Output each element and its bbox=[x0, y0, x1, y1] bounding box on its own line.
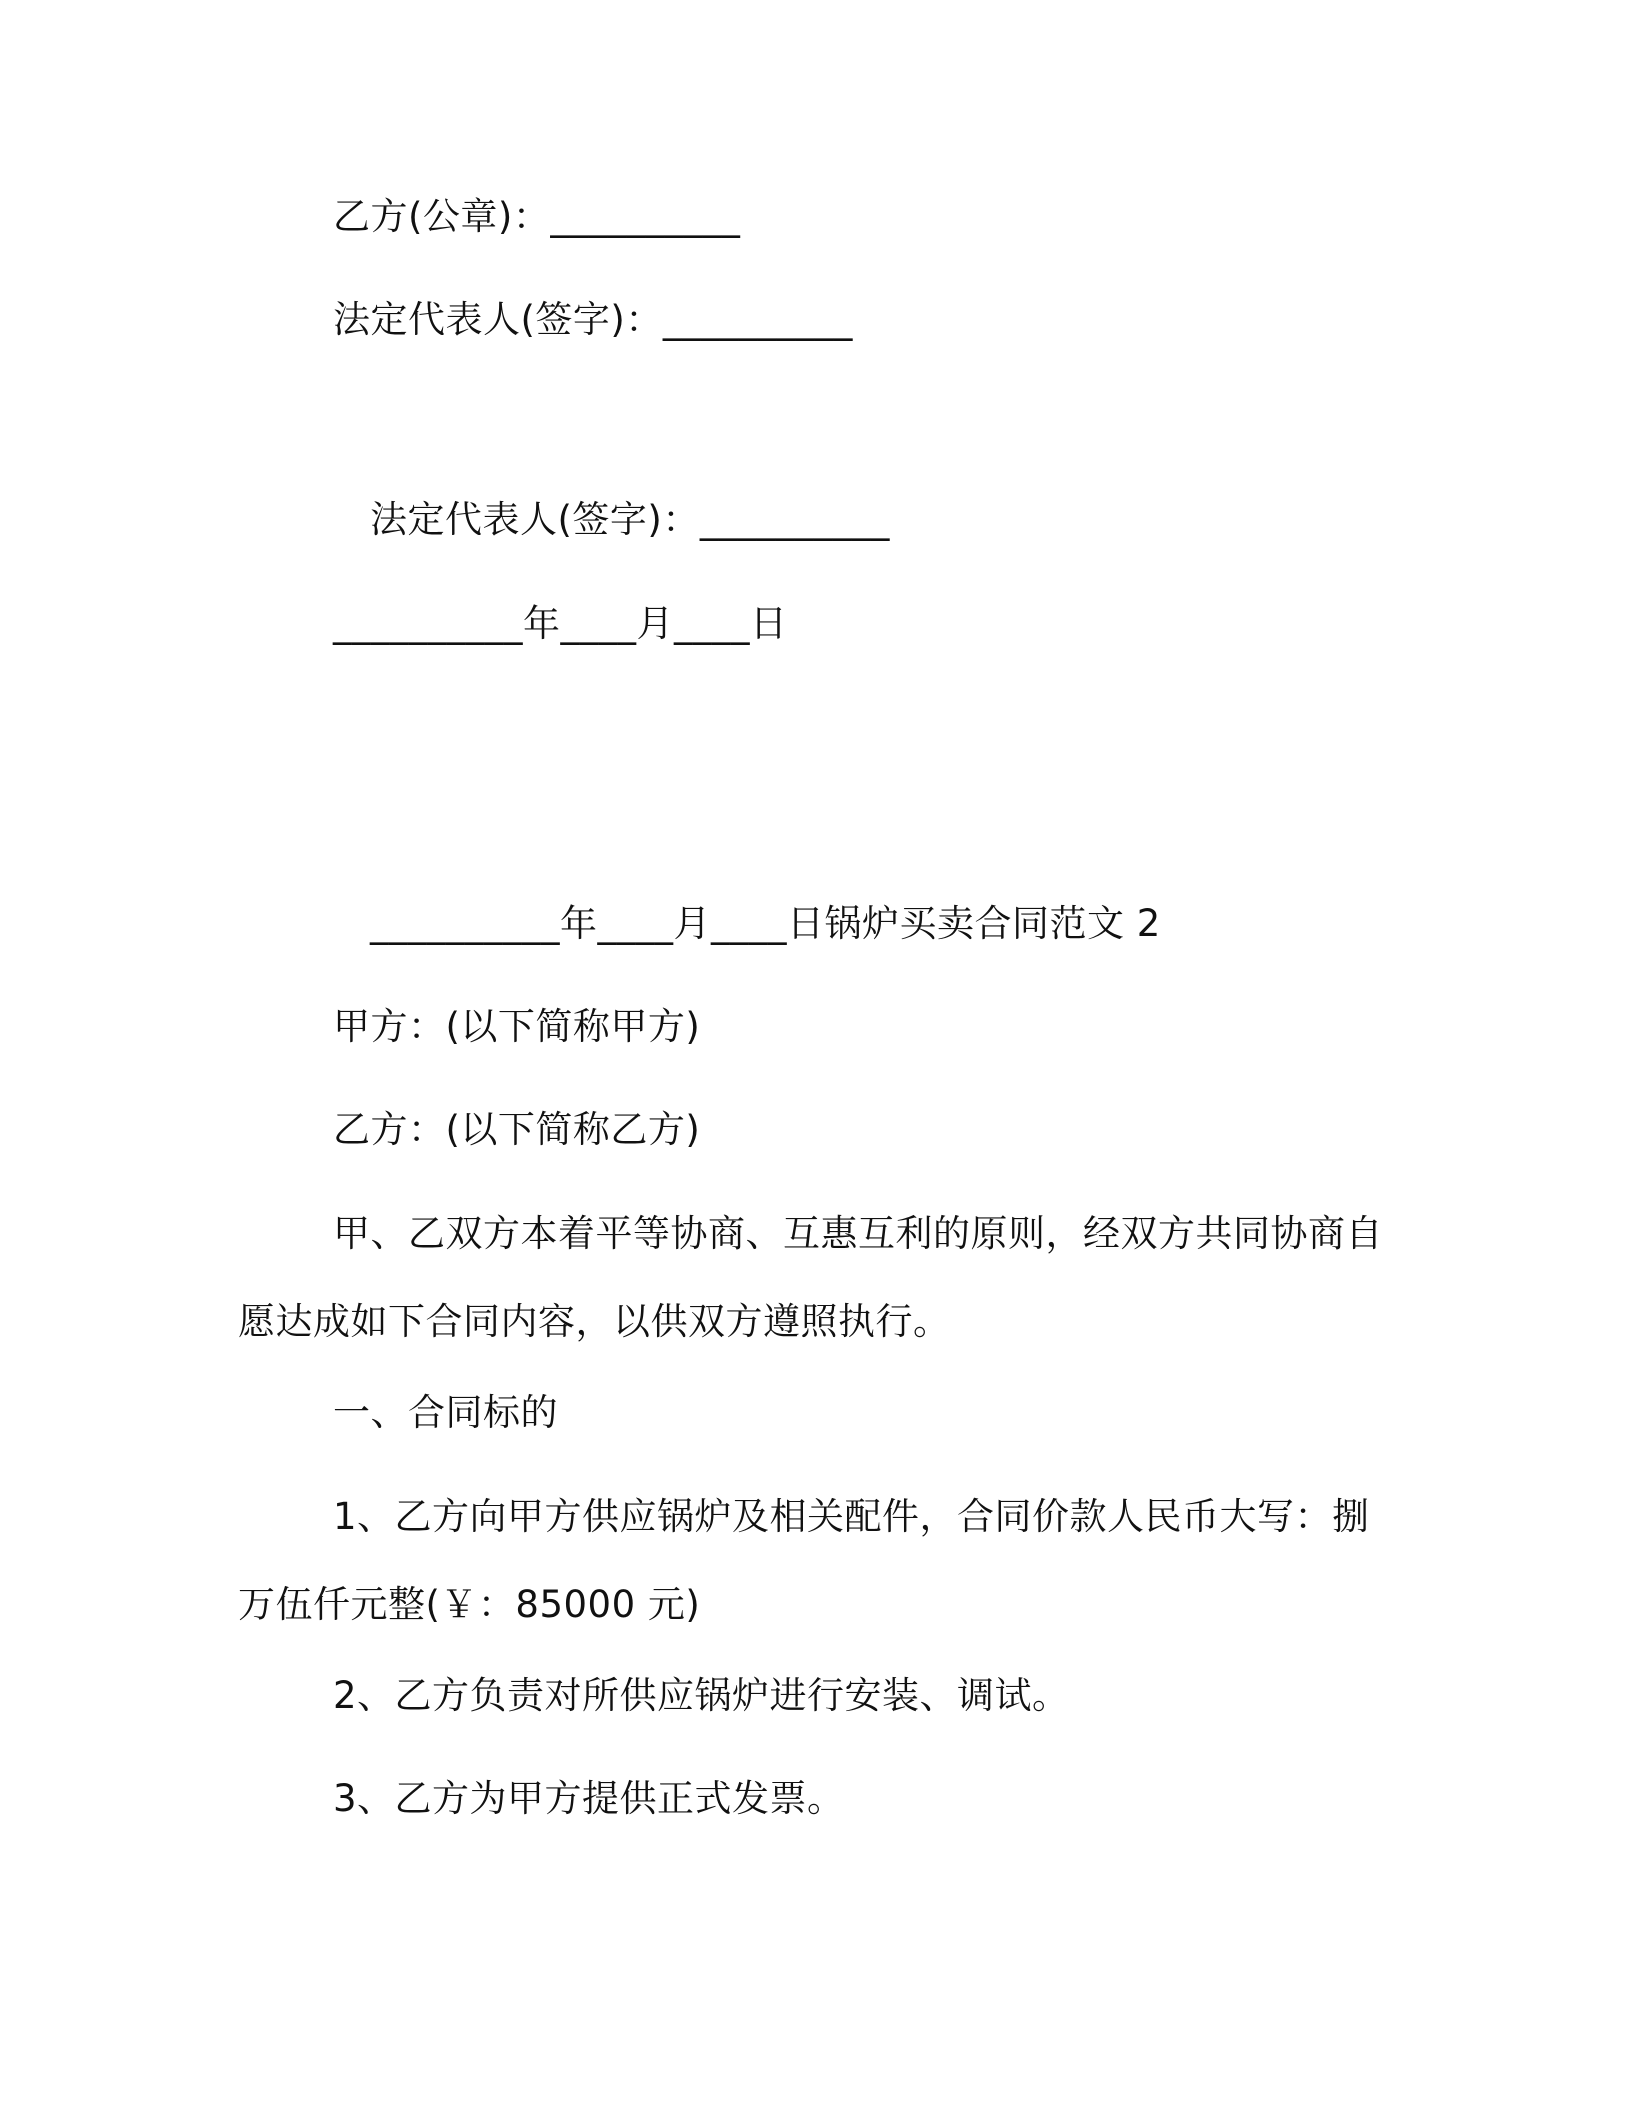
preamble-paragraph: 甲、乙双方本着平等协商、互惠互利的原则，经双方共同协商自愿达成如下合同内容，以供双方遵照执行。 bbox=[238, 1212, 1383, 1343]
party-b-line: 乙方：(以下简称乙方) bbox=[333, 1108, 701, 1151]
item-1-paragraph: 1、乙方向甲方供应锅炉及相关配件，合同价款人民币大写：捌万伍仟元整(￥：85000 元) bbox=[238, 1495, 1370, 1626]
item-2-line: 2、乙方负责对所供应锅炉进行安装、调试。 bbox=[333, 1674, 1070, 1717]
date-line: __________年____月____日 bbox=[333, 602, 788, 645]
party-a-line: 甲方：(以下简称甲方) bbox=[333, 1005, 701, 1048]
legal-representative-signature-line: 法定代表人(签字)：__________ bbox=[333, 298, 853, 341]
contract-title: __________年____月____日锅炉买卖合同范文 2 bbox=[370, 902, 1161, 945]
party-b-seal-line: 乙方(公章)：__________ bbox=[333, 195, 741, 238]
legal-representative-signature-line-2: 法定代表人(签字)：__________ bbox=[370, 498, 890, 541]
section-1-heading: 一、合同标的 bbox=[333, 1391, 558, 1434]
item-3-line: 3、乙方为甲方提供正式发票。 bbox=[333, 1777, 845, 1820]
